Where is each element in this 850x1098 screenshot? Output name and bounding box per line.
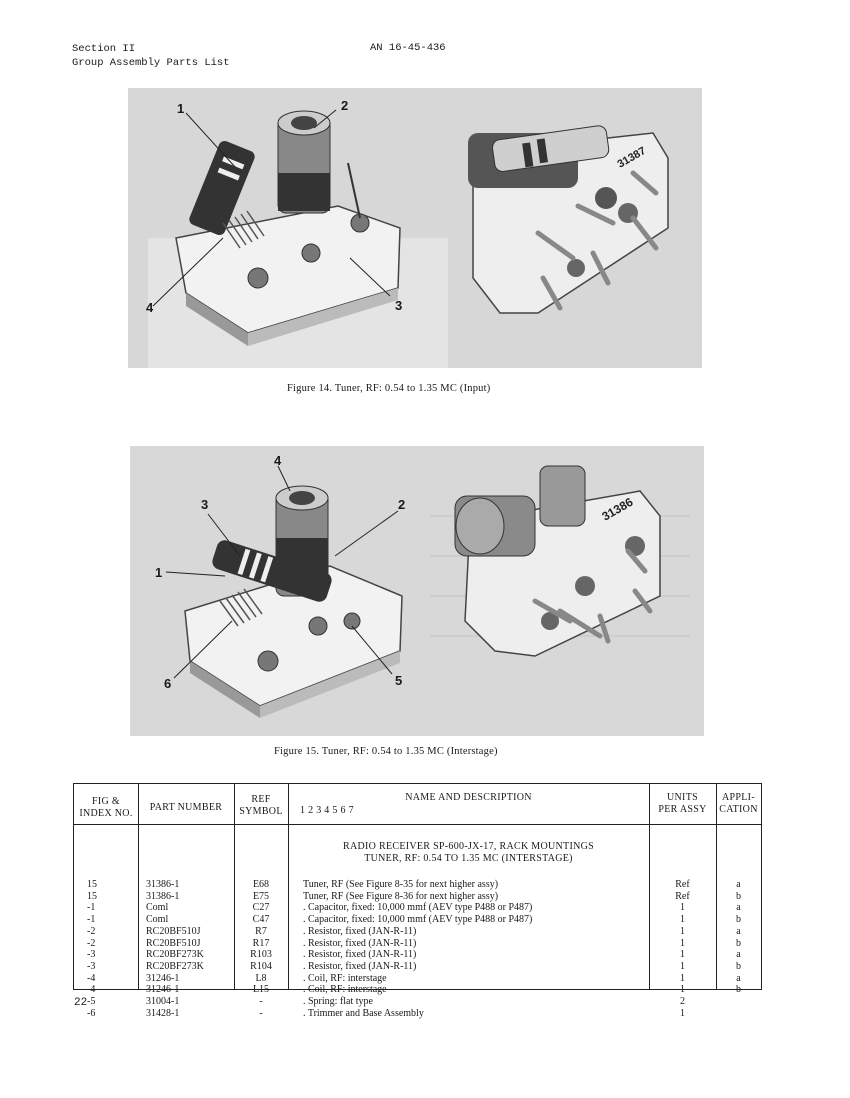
units-cell: 1 [680,902,685,914]
description-cell: . Spring: flat type [303,996,373,1007]
description-cell: . Trimmer and Base Assembly [303,1007,424,1019]
table-row [74,984,761,996]
index-cell: -1 [87,902,96,914]
application-cell: b [736,914,741,926]
application-cell: a [736,879,741,890]
group-title: RADIO RECEIVER SP-600-JX-17, RACK MOUNTINGS TUNER, RF: 0.54 TO 1.35 MC (INTERSTAGE) [343,841,594,864]
ref-symbol-cell: R104 [250,960,272,972]
part-number-cell: RC20BF273K [146,960,204,972]
section-subtitle: Group Assembly Parts List [72,57,230,69]
description-cell: Tuner, RF (See Figure 8-36 for next higher assy) [303,890,499,902]
units-cell: Ref [675,890,690,902]
index-cell: -3 [87,949,96,961]
fig15-callout-2: 2 [398,497,406,512]
part-number-cell: RC20BF510J [146,937,201,949]
ref-symbol-cell: R7 [255,925,267,937]
application-cell: a [736,925,741,937]
page-number: 22 [74,997,88,1009]
ref-symbol-cell: E75 [252,890,270,902]
part-number-cell: 31386-1 [146,890,180,902]
header-name-description: NAME AND DESCRIPTION [405,792,532,803]
application-cell: b [736,984,741,996]
units-cell: 1 [680,1007,685,1019]
stamp-31386: 31386 [599,494,636,524]
part-number-cell: RC20BF273K [146,949,204,961]
ref-symbol-cell: E68 [252,879,270,890]
table-row [74,914,761,926]
description-cell: Tuner, RF (See Figure 8-35 for next higher assy) [303,879,499,890]
table-row [74,926,761,938]
fig15-callout-6: 6 [164,676,172,691]
units-cell: 1 [680,949,685,961]
description-cell: . Resistor, fixed (JAN-R-11) [303,949,417,961]
table-row [74,891,761,903]
fig15-callout-1: 1 [155,565,163,580]
header-fig-index: FIG & INDEX NO. [79,796,133,819]
units-cell: 1 [680,925,685,937]
stamp-31387: 31387 [615,144,648,171]
application-cell: b [736,890,741,902]
description-cell: . Resistor, fixed (JAN-R-11) [303,925,417,937]
fig14-callout-3: 3 [395,298,403,313]
index-cell: 15 [87,879,97,890]
part-number-cell: Coml [146,902,169,914]
table-row [74,961,761,973]
fig15-callout-3: 3 [201,497,209,512]
units-cell: Ref [675,879,690,890]
figure-14-photo [128,88,702,368]
units-cell: 1 [680,960,685,972]
fig14-callout-2: 2 [341,98,349,113]
document-number: AN 16-45-436 [370,42,446,54]
application-cell: b [736,937,741,949]
table-row [74,938,761,950]
description-cell: . Coil, RF: interstage [303,984,387,996]
section-header [72,42,230,70]
table-row [74,996,761,1008]
units-cell: 2 [680,996,685,1007]
index-cell: -4 [87,972,96,984]
part-number-cell: 31246-1 [146,984,180,996]
ref-symbol-cell: C27 [252,902,270,914]
description-cell: . Resistor, fixed (JAN-R-11) [303,960,417,972]
fig14-callout-4: 4 [146,300,154,315]
table-row [74,949,761,961]
tuner-input-illustration [128,88,702,368]
application-cell: a [736,972,741,984]
figure-14-caption: Figure 14. Tuner, RF: 0.54 to 1.35 MC (Input) [287,383,491,394]
part-number-cell: 31004-1 [146,996,180,1007]
units-cell: 1 [680,984,685,996]
ref-symbol-cell: - [259,996,263,1007]
header-application: APPLI- CATION [719,792,758,815]
application-cell: a [736,902,741,914]
index-cell: -6 [87,1007,96,1019]
header-ref-symbol: REF SYMBOL [239,794,283,817]
table-row [74,879,761,891]
index-cell: -1 [87,914,96,926]
header-part-number: PART NUMBER [149,802,223,813]
index-cell: 15 [87,890,97,902]
fig15-callout-4: 4 [274,453,282,468]
index-cell: -4 [87,984,96,996]
description-cell: . Coil, RF: interstage [303,972,387,984]
index-cell: -2 [87,925,96,937]
part-number-cell: 31246-1 [146,972,180,984]
description-cell: . Capacitor, fixed: 10,000 mmf (AEV type P488 or P487) [303,914,533,926]
ref-symbol-cell: L15 [252,984,270,996]
ref-symbol-cell: R17 [252,937,270,949]
units-cell: 1 [680,937,685,949]
ref-symbol-cell: R103 [250,949,272,961]
fig14-callout-1: 1 [177,101,185,116]
application-cell: a [736,949,741,961]
header-rule [74,824,761,825]
index-cell: -5 [87,996,96,1007]
tuner-interstage-illustration [130,446,704,736]
index-cell: -3 [87,960,96,972]
figure-15-photo [130,446,704,736]
part-number-cell: 31386-1 [146,879,180,890]
part-number-cell: Coml [146,914,169,926]
index-cell: -2 [87,937,96,949]
fig15-callout-5: 5 [395,673,403,688]
header-indent-levels: 1 2 3 4 5 6 7 [300,805,354,816]
figure-15-caption: Figure 15. Tuner, RF: 0.54 to 1.35 MC (Interstage) [274,746,498,757]
units-cell: 1 [680,914,685,926]
part-number-cell: RC20BF510J [146,925,201,937]
description-cell: . Resistor, fixed (JAN-R-11) [303,937,417,949]
application-cell: b [736,960,741,972]
table-row [74,973,761,985]
units-cell: 1 [680,972,685,984]
section-label: Section II [72,43,136,55]
table-row [74,1008,761,1020]
part-number-cell: 31428-1 [146,1007,180,1019]
table-row [74,902,761,914]
description-cell: . Capacitor, fixed: 10,000 mmf (AEV type P488 or P487) [303,902,533,914]
header-units: UNITS PER ASSY [658,792,707,815]
ref-symbol-cell: C47 [252,914,270,926]
ref-symbol-cell: L8 [255,972,267,984]
ref-symbol-cell: - [259,1007,263,1019]
